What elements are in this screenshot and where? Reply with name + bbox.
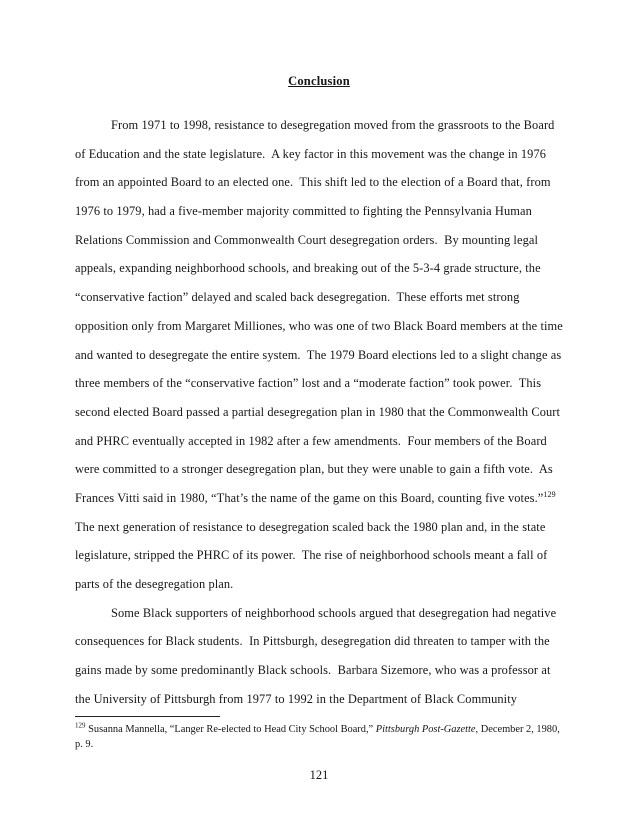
footnote-number: 129: [75, 721, 86, 730]
page-number: 121: [309, 768, 329, 782]
body-line: [75, 577, 570, 606]
body-line: [75, 405, 570, 434]
body-line-text: appeals, expanding neighborhood schools, and breaking out of the 5-3-4 grade structure, the: [75, 261, 541, 276]
body-line: [75, 319, 570, 348]
body-line-text: of Education and the state legislature. A key factor in this movement was the change in 1976: [75, 146, 547, 161]
body-line-text: were committed to a stronger desegregation plan, but they were unable to gain a fifth vote. As: [75, 462, 553, 477]
footnote-separator: [75, 716, 220, 717]
body-line-text: gains made by some predominantly Black schools. Barbara Sizemore, who was a professor at: [75, 663, 551, 678]
body-line: [75, 204, 570, 233]
body-line-text: parts of the desegregation plan.: [75, 577, 234, 591]
body-line-text: Relations Commission and Commonwealth Court desegregation orders. By mounting legal: [75, 232, 539, 247]
body-line-text: Some Black supporters of neighborhood schools argued that desegregation had negative: [111, 605, 557, 620]
body-line-text: legislature, stripped the PHRC of its power. The rise of neighborhood schools meant a fall of: [75, 548, 548, 563]
footnote-text: Susanna Mannella, “Langer Re-elected to Head City School Board,”: [85, 724, 376, 735]
footnote-text: , December 2, 1980,: [475, 724, 560, 735]
body-line: [75, 434, 570, 463]
footnote-line: [75, 723, 580, 738]
body-line-text: Frances Vitti said in 1980, “That’s the name of the game on this Board, counting five votes.”: [75, 490, 544, 505]
body-line: [75, 118, 570, 147]
body-line: [75, 520, 570, 549]
footnote-reference: 129: [543, 489, 556, 499]
body-line: [75, 606, 570, 635]
footnote-source-title: Pittsburgh Post-Gazette: [375, 724, 476, 735]
body-line-text: opposition only from Margaret Milliones, who was one of two Black Board members at the time: [75, 318, 563, 333]
footnote: [75, 716, 580, 752]
body-line: [75, 634, 570, 663]
body-line-text: and wanted to desegregate the entire system. The 1979 Board elections led to a slight change as: [75, 347, 562, 362]
body-line: [75, 348, 570, 377]
body-line: [75, 663, 570, 692]
body-line-text: consequences for Black students. In Pittsburgh, desegregation did threaten to tamper with the: [75, 634, 550, 649]
footnote-line: p. 9.: [75, 738, 94, 750]
body-line: [75, 548, 570, 577]
body-line: [75, 175, 570, 204]
body-line-text: the University of Pittsburgh from 1977 to 1992 in the Department of Black Community: [75, 691, 518, 706]
body-line-text: and PHRC eventually accepted in 1982 after a few amendments. Four members of the Board: [75, 433, 547, 448]
body-line-text: second elected Board passed a partial desegregation plan in 1980 that the Commonwealth Court: [75, 404, 561, 419]
body-line: [75, 261, 570, 290]
body-line: [75, 233, 570, 262]
body-line-text: 1976 to 1979, had a five-member majority committed to fighting the Pennsylvania Human: [75, 204, 532, 219]
body-line-text: from an appointed Board to an elected one. This shift led to the election of a Board that, from: [75, 175, 551, 190]
body-line-text: “conservative faction” delayed and scaled back desegregation. These efforts met strong: [75, 290, 520, 305]
body-line: [75, 491, 570, 520]
body-text: [75, 118, 570, 720]
body-line: [75, 462, 570, 491]
body-line-text: The next generation of resistance to desegregation scaled back the 1980 plan and, in the state: [75, 519, 546, 534]
page-title: Conclusion: [288, 74, 350, 88]
body-line: [75, 147, 570, 176]
body-line-text: three members of the “conservative faction” lost and a “moderate faction” took power. This: [75, 376, 542, 391]
body-line: [75, 290, 570, 319]
body-line-text: From 1971 to 1998, resistance to desegregation moved from the grassroots to the Board: [111, 118, 555, 132]
body-line: [75, 376, 570, 405]
